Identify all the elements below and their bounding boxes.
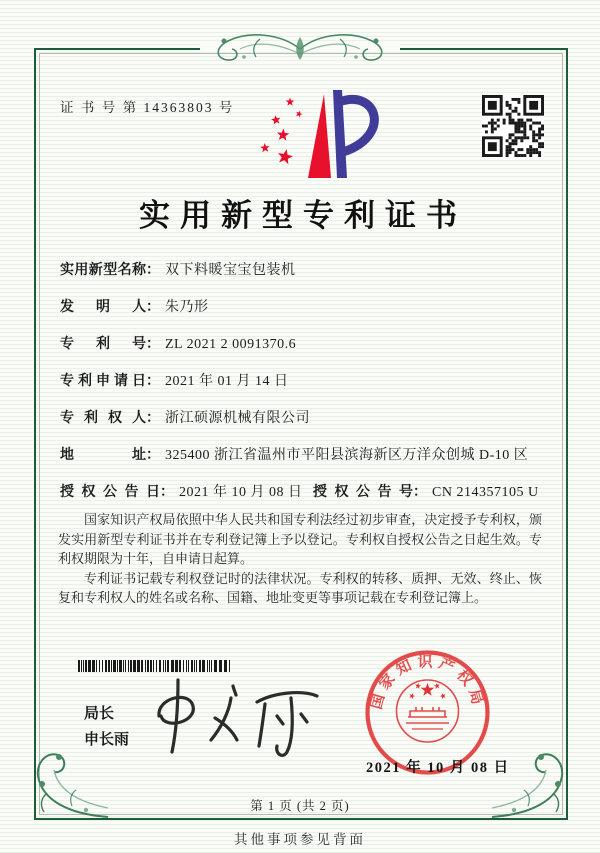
back-side-note: 其他事项参见背面 <box>234 832 366 847</box>
field-label: 地址 <box>60 448 146 463</box>
field-value: ZL 2021 2 0091370.6 <box>165 337 297 352</box>
seal-date: 2021 年 10 月 08 日 <box>366 760 510 776</box>
field-label: 专利申请日 <box>60 374 146 389</box>
field-row-grant <box>60 482 542 504</box>
field-colon: ： <box>146 411 160 426</box>
field-row-address <box>60 445 542 467</box>
field-label: 实用新型名称 <box>60 263 146 278</box>
seal-ring-text: 国家知识产权局 <box>368 654 487 712</box>
field-value: 2021 年 01 月 14 日 <box>165 374 289 389</box>
field-label: 发明人 <box>60 300 146 315</box>
field-value: 325400 浙江省温州市平阳县滨海新区万洋众创城 D-10 区 <box>165 448 529 463</box>
field-label: 专利号 <box>60 337 146 352</box>
certificate-title: 实用新型专利证书 <box>139 198 467 233</box>
certificate-number: 证 书 号 第 14363803 号 <box>60 100 235 115</box>
field-label: 授权公告日 <box>60 485 160 500</box>
top-ornament-icon <box>200 27 400 71</box>
field-value: 2021 年 10 月 08 日 <box>179 485 303 500</box>
signature-icon <box>145 668 330 760</box>
field-colon: ： <box>146 337 160 352</box>
director-title: 局长 <box>84 705 115 722</box>
field-colon: ： <box>160 485 174 500</box>
legal-paragraph-2: 专利证书记载专利权登记时的法律状况。专利权的转移、质押、无效、终止、恢复和专利权人的姓名或名称、国籍、地址变更等事项记载在专利登记簿上。 <box>58 570 542 605</box>
field-colon: ： <box>146 374 160 389</box>
field-row-patent-number <box>60 334 542 356</box>
field-value: 双下料暖宝宝包装机 <box>165 263 296 278</box>
legal-paragraph-1: 国家知识产权局依照中华人民共和国专利法经过初步审查，决定授予专利权，颁发实用新型专利证书并在专利登记簿上予以登记。专利权自授权公告之日起生效。专利权期限为十年，自申请日起算。 <box>58 512 542 566</box>
field-value: CN 214357105 U <box>432 485 539 500</box>
field-label: 授权公告号 <box>313 485 413 500</box>
director-name: 申长雨 <box>84 731 130 748</box>
field-row-name <box>60 260 542 282</box>
legal-text <box>58 510 542 608</box>
field-row-inventor <box>60 297 542 319</box>
grant-number <box>313 482 539 504</box>
field-colon: ： <box>413 485 427 500</box>
page-indicator: 第 1 页 (共 2 页) <box>250 799 350 813</box>
qr-code-icon <box>482 95 544 157</box>
certificate-fields <box>60 260 542 519</box>
field-colon: ： <box>146 300 160 315</box>
cnipa-patent-logo-icon <box>238 86 388 184</box>
field-label: 专利权人 <box>60 411 146 426</box>
field-value: 浙江硕源机械有限公司 <box>165 411 310 426</box>
field-row-filing-date <box>60 371 542 393</box>
field-value: 朱乃形 <box>165 300 209 315</box>
signer-block <box>84 701 129 753</box>
svg-text:国家知识产权局 <box>367 652 487 711</box>
field-colon: ： <box>146 263 160 278</box>
grant-date <box>60 482 313 504</box>
field-row-patentee <box>60 408 542 430</box>
field-colon: ： <box>146 448 160 463</box>
